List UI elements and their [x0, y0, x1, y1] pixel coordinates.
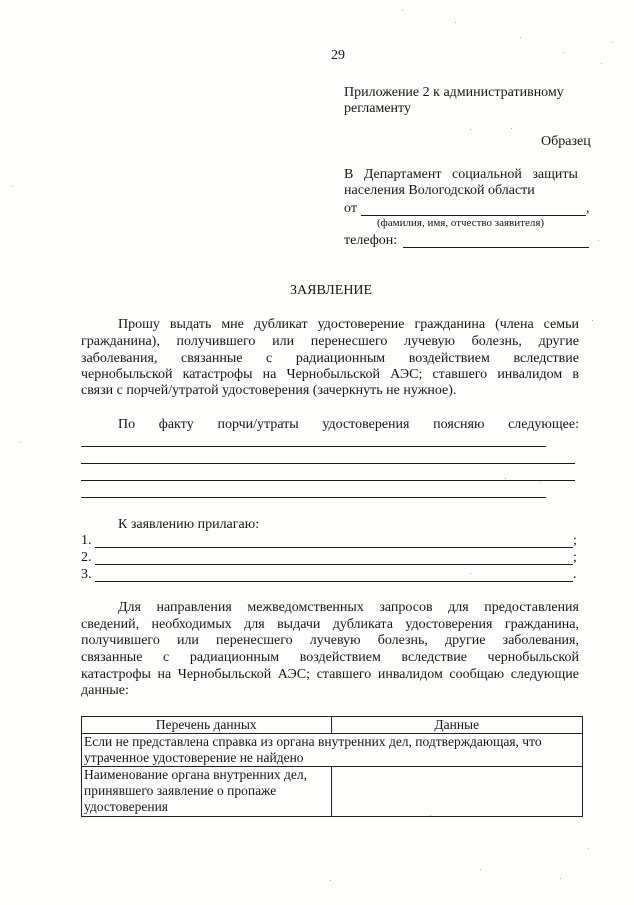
table-header-row	[82, 717, 583, 734]
table-header-data: Данные	[331, 717, 582, 734]
interagency-line-6: данные:	[81, 683, 129, 698]
explain-intro: По фактy порчи/утраты удостоверения поясняю следующее:	[118, 417, 579, 432]
interagency-line-2: сведений, необходимых для выдачи дубликата удостоверения гражданина,	[81, 617, 579, 632]
sample-label: Образец	[541, 134, 591, 149]
from-label: от	[344, 201, 357, 216]
attach-num-1: 1.	[81, 533, 92, 548]
interagency-line-4: связанные с радиационным воздействием вследствие чернобыльской	[81, 650, 579, 665]
from-field[interactable]	[361, 215, 586, 216]
attach-num-2: 2.	[81, 550, 92, 565]
request-line-5: связи с порчей/утратой удостоверения (зачеркнуть не нужное).	[81, 383, 457, 398]
table-row	[82, 767, 583, 817]
attach-end-1: ;	[573, 533, 577, 548]
appendix-line-1: Приложение 2 к административному	[344, 85, 564, 100]
appendix-line-2: регламенту	[344, 101, 411, 116]
table-header-list: Перечень данных	[82, 717, 332, 734]
table-row-authority-name: Наименование органа внутренних дел, принявшего заявление о пропаже удостоверения	[82, 767, 332, 817]
interagency-line-3: получившего или перенесшего лучевую болезнь, другие заболевания,	[81, 633, 579, 648]
phone-label: телефон:	[344, 233, 398, 248]
request-line-4: чернобыльской катастрофы на Чернобыльской АЭС; ставшего инвалидом в	[81, 367, 579, 382]
request-line-3: заболевания, связанные с радиационным воздействием вследствие	[81, 351, 579, 366]
from-comma: ,	[586, 201, 590, 216]
attach-intro: К заявлению прилагаю:	[118, 517, 260, 532]
explain-line-4[interactable]	[81, 497, 546, 498]
document-title: ЗАЯВЛЕНИЕ	[290, 283, 373, 298]
explain-line-2[interactable]	[81, 463, 575, 464]
phone-field[interactable]	[403, 247, 589, 248]
attach-end-2: ;	[573, 550, 577, 565]
data-table	[81, 716, 583, 817]
explain-line-1[interactable]	[81, 446, 546, 447]
interagency-line-5: катастрофы на Чернобыльской АЭС; ставшего инвалидом сообщаю следующие	[81, 667, 579, 682]
attach-field-1[interactable]	[95, 547, 573, 548]
addressee-to-line-1: В Департамент социальной защиты	[344, 167, 578, 182]
attach-field-2[interactable]	[95, 564, 573, 565]
attach-end-3: .	[573, 567, 577, 582]
table-row-police-certificate: Если не представлена справка из органа внутренних дел, подтверждающая, что утраченное удостоверение не найдено	[82, 734, 583, 767]
explain-line-3[interactable]	[81, 480, 575, 481]
request-line-1: Прошу выдать мне дубликат удостоверение гражданина (члена семьи	[118, 317, 579, 332]
table-row	[82, 734, 583, 767]
attach-field-3[interactable]	[95, 581, 573, 582]
page-number: 29	[331, 48, 345, 63]
addressee-to-line-2: населения Вологодской области	[344, 183, 535, 198]
request-line-2: гражданина), получившего или перенесшего лучевую болезнь, другие	[81, 334, 579, 349]
interagency-line-1: Для направления межведомственных запросов для предоставления	[118, 600, 579, 615]
attach-num-3: 3.	[81, 567, 92, 582]
table-cell-authority-value[interactable]	[331, 767, 582, 817]
from-hint: (фамилия, имя, отчество заявителя)	[377, 217, 545, 229]
